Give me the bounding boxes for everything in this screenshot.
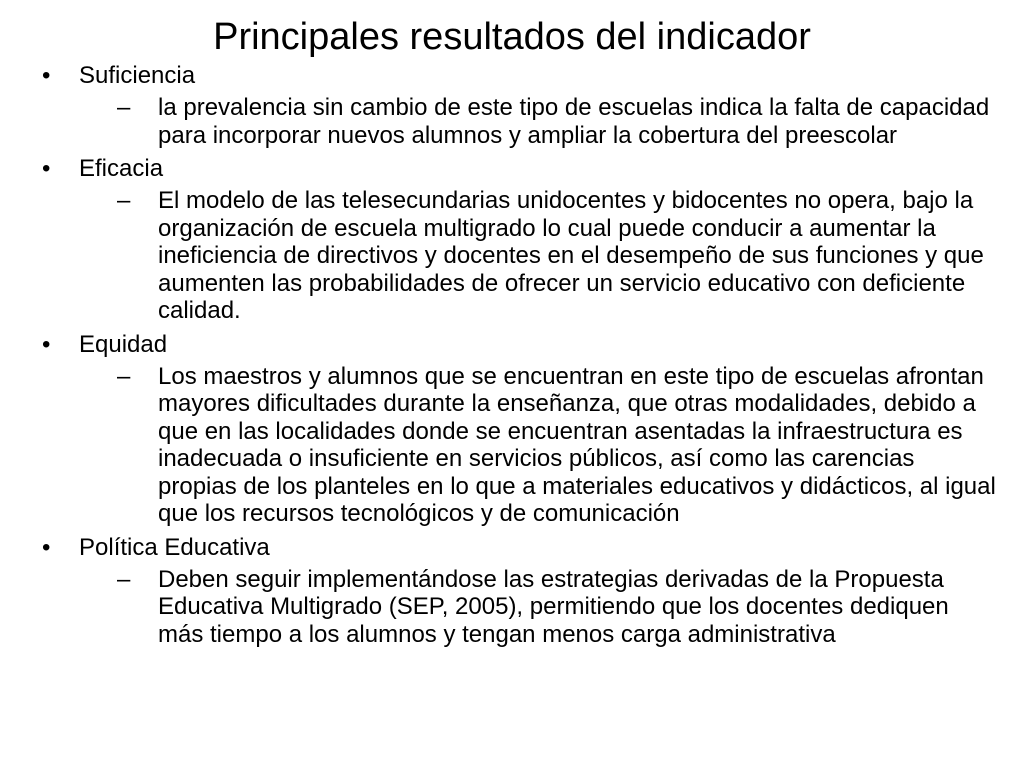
sub-item-politica-educativa <box>79 566 996 649</box>
bullet-icon: • <box>42 62 51 89</box>
slide-content <box>0 62 1024 654</box>
sub-item-text: la prevalencia sin cambio de este tipo de escuelas indica la falta de capacidad para incorporar nuevos alumnos y ampliar la cobertura del preescolar <box>158 94 990 149</box>
bullet-heading: Eficacia <box>79 155 164 182</box>
bullet-icon: • <box>42 533 51 561</box>
slide-title: Principales resultados del indicador <box>213 16 811 58</box>
sub-item-suficiencia <box>79 94 996 149</box>
sub-item-equidad <box>79 363 996 528</box>
sub-item-eficacia <box>79 187 996 325</box>
bullet-icon: • <box>42 330 51 358</box>
bullet-heading: Política Educativa <box>79 533 270 561</box>
sub-item-text: Los maestros y alumnos que se encuentran en este tipo de escuelas afrontan mayores dificultades durante la enseñanza, que otras modalidades, debido a que en las localidades donde se encuentran asentadas la infraestructura es inadecuada o insuficiente en servicios públicos, así como las carencias propias de los planteles en lo que a materiales educativos y didácticos, al igual que los recursos tecnológicos y de comunicación <box>158 362 996 527</box>
sub-item-text: Deben seguir implementándose las estrategias derivadas de la Propuesta Educativa Multigrado (SEP, 2005), permitiendo que los docentes dediquen más tiempo a los alumnos y tengan menos carga administrativa <box>158 565 949 648</box>
dash-icon: – <box>117 94 131 121</box>
bullet-equidad <box>0 331 1024 359</box>
bullet-suficiencia <box>0 62 1024 90</box>
bullet-icon: • <box>42 155 51 182</box>
dash-icon: – <box>117 362 131 390</box>
bullet-heading: Suficiencia <box>79 62 196 89</box>
bullet-heading: Equidad <box>79 330 168 358</box>
sub-item-text: El modelo de las telesecundarias unidocentes y bidocentes no opera, bajo la organización de escuela multigrado lo cual puede conducir a aumentar la ineficiencia de directivos y docentes en el desempeño de sus funciones y que aumenten las probabilidades de ofrecer un servicio educativo con deficiente calidad. <box>158 187 984 324</box>
dash-icon: – <box>117 187 131 214</box>
bullet-politica-educativa <box>0 534 1024 562</box>
bullet-eficacia <box>0 155 1024 183</box>
dash-icon: – <box>117 565 131 593</box>
